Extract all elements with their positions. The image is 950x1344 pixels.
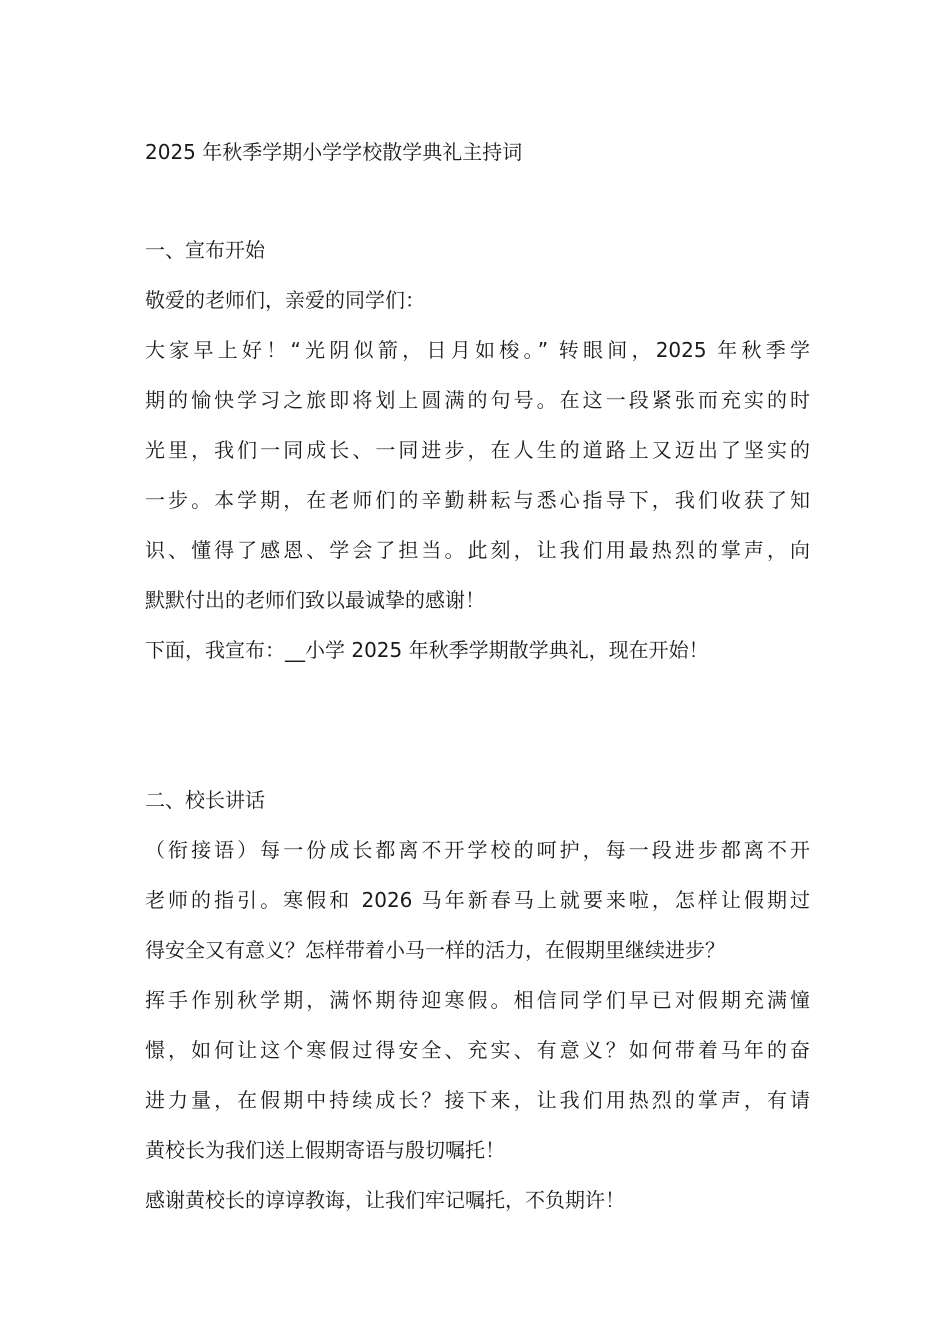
paragraph-line: 一步。本学期，在老师们的辛勤耕耘与悉心指导下，我们收获了知: [145, 488, 810, 512]
paragraph-line: 挥手作别秋学期，满怀期待迎寒假。相信同学们早已对假期充满憧: [145, 988, 810, 1012]
paragraph-line: 进力量，在假期中持续成长？接下来，让我们用热烈的掌声，有请: [145, 1088, 810, 1112]
section-heading-open: 一、宣布开始: [145, 238, 265, 262]
paragraph-line: 大家早上好！“光阴似箭，日月如梭。” 转眼间，2025 年秋季学: [145, 338, 810, 362]
paragraph-line: 得安全又有意义？怎样带着小马一样的活力，在假期里继续进步？: [145, 938, 725, 962]
thanks-line: 感谢黄校长的谆谆教诲，让我们牢记嘱托，不负期许！: [145, 1188, 625, 1212]
paragraph-line: 光里，我们一同成长、一同进步，在人生的道路上又迈出了坚实的: [145, 438, 810, 462]
paragraph-line: 默默付出的老师们致以最诚挚的感谢！: [145, 588, 485, 612]
paragraph-line: （衔接语）每一份成长都离不开学校的呵护，每一段进步都离不开: [145, 838, 810, 862]
paragraph-line: 憬，如何让这个寒假过得安全、充实、有意义？如何带着马年的奋: [145, 1038, 810, 1062]
paragraph-line: 黄校长为我们送上假期寄语与殷切嘱托！: [145, 1138, 505, 1162]
paragraph-line: 识、懂得了感恩、学会了担当。此刻，让我们用最热烈的掌声，向: [145, 538, 810, 562]
announcement-line: 下面，我宣布：__小学 2025 年秋季学期散学典礼，现在开始！: [145, 638, 709, 662]
section-heading-principal: 二、校长讲话: [145, 788, 265, 812]
paragraph-line: 老师的指引。寒假和 2026 马年新春马上就要来啦，怎样让假期过: [145, 888, 810, 912]
document-title: 2025 年秋季学期小学学校散学典礼主持词: [145, 140, 523, 164]
paragraph-line: 期的愉快学习之旅即将划上圆满的句号。在这一段紧张而充实的时: [145, 388, 810, 412]
greeting-line: 敬爱的老师们，亲爱的同学们：: [145, 288, 425, 312]
